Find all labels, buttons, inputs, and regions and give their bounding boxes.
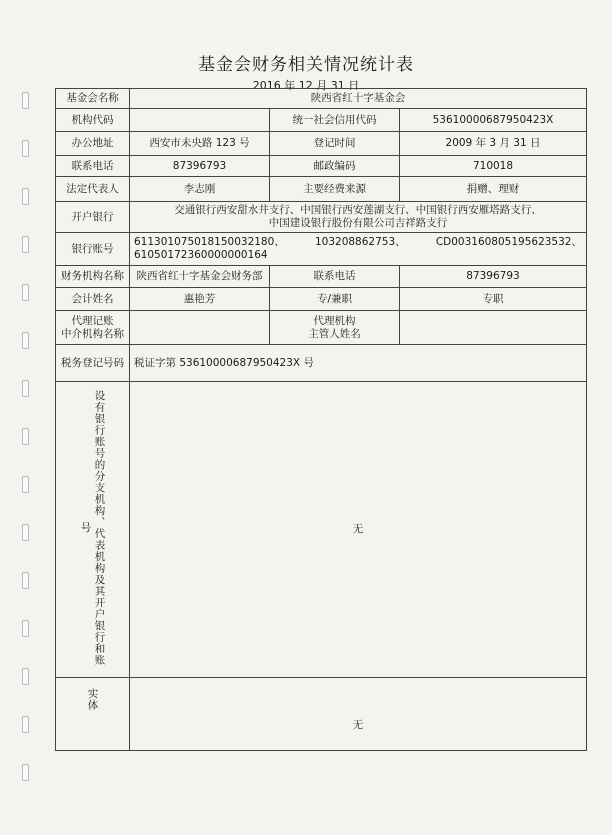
address-label: 办公地址 — [56, 132, 130, 156]
binder-hole — [22, 572, 29, 589]
org-code-label: 机构代码 — [56, 109, 130, 132]
finance-phone-value: 87396793 — [400, 266, 587, 288]
foundation-name-label: 基金会名称 — [56, 89, 130, 109]
binder-hole — [22, 140, 29, 157]
binder-hole — [22, 380, 29, 397]
tax-value: 税证字第 53610000687950423X 号 — [130, 345, 587, 382]
account-value — [130, 233, 587, 266]
entity-label: 实体 — [86, 688, 99, 711]
postcode-value: 710018 — [400, 156, 587, 177]
funding-source-label: 主要经费来源 — [270, 177, 400, 202]
bank-value — [130, 202, 587, 233]
phone-label: 联系电话 — [56, 156, 130, 177]
tax-label: 税务登记号码 — [56, 345, 130, 382]
postcode-label: 邮政编码 — [270, 156, 400, 177]
binder-hole — [22, 236, 29, 253]
statistics-table — [55, 88, 587, 751]
phone-value: 87396793 — [130, 156, 270, 177]
branch-value: 无 — [130, 382, 587, 678]
finance-phone-label: 联系电话 — [270, 266, 400, 288]
document-date: 2016 年 12 月 31 日 — [252, 79, 360, 92]
account-number: 611301075018150032180、 — [134, 236, 285, 248]
document-title: 基金会财务相关情况统计表 — [198, 55, 414, 75]
fulltime-value: 专职 — [400, 288, 587, 311]
binder-hole — [22, 476, 29, 493]
account-number: 103208862753、 — [314, 236, 406, 248]
accountant-label: 会计姓名 — [56, 288, 130, 311]
accountant-value: 惠艳芳 — [130, 288, 270, 311]
binder-hole — [22, 620, 29, 637]
legal-rep-label: 法定代表人 — [56, 177, 130, 202]
org-code-value — [130, 109, 270, 132]
binder-hole — [22, 668, 29, 685]
binder-hole — [22, 188, 29, 205]
entity-label-cell — [56, 678, 130, 751]
funding-source-value: 捐赠、理财 — [400, 177, 587, 202]
fulltime-label: 专/兼职 — [270, 288, 400, 311]
bank-label: 开户银行 — [56, 202, 130, 233]
credit-code-value: 53610000687950423X — [400, 109, 587, 132]
binder-hole — [22, 524, 29, 541]
foundation-name-value: 陕西省红十字基金会 — [130, 89, 587, 109]
bank-line-1: 交通银行西安甜水井支行、中国银行西安莲湖支行、中国银行西安雁塔路支行、 — [174, 204, 542, 216]
finance-org-value: 陕西省红十字基金会财务部 — [130, 266, 270, 288]
agent-head-value — [400, 311, 587, 345]
entity-value: 无 — [130, 678, 587, 751]
credit-code-label: 统一社会信用代码 — [270, 109, 400, 132]
account-number: 61050172360000000164 — [134, 249, 268, 261]
binder-hole — [22, 332, 29, 349]
address-value: 西安市未央路 123 号 — [130, 132, 270, 156]
account-label: 银行账号 — [56, 233, 130, 266]
legal-rep-value: 李志刚 — [130, 177, 270, 202]
register-time-value: 2009 年 3 月 31 日 — [400, 132, 587, 156]
register-time-label: 登记时间 — [270, 132, 400, 156]
binder-hole — [22, 92, 29, 109]
finance-org-label: 财务机构名称 — [56, 266, 130, 288]
bank-line-2: 中国建设银行股份有限公司吉祥路支行 — [268, 217, 448, 229]
binder-hole — [22, 428, 29, 445]
binder-hole — [22, 284, 29, 301]
agent-value — [130, 311, 270, 345]
branch-label: 设有银行账号的分支机构、代表机构及其开户银行和账号 — [79, 390, 106, 666]
binder-hole — [22, 764, 29, 781]
agent-head-label: 代理机构 主管人姓名 — [270, 311, 400, 345]
account-number: CD003160805195623532、 — [435, 236, 582, 248]
agent-label: 代理记账 中介机构名称 — [56, 311, 130, 345]
binder-hole — [22, 716, 29, 733]
branch-label-cell — [56, 382, 130, 678]
